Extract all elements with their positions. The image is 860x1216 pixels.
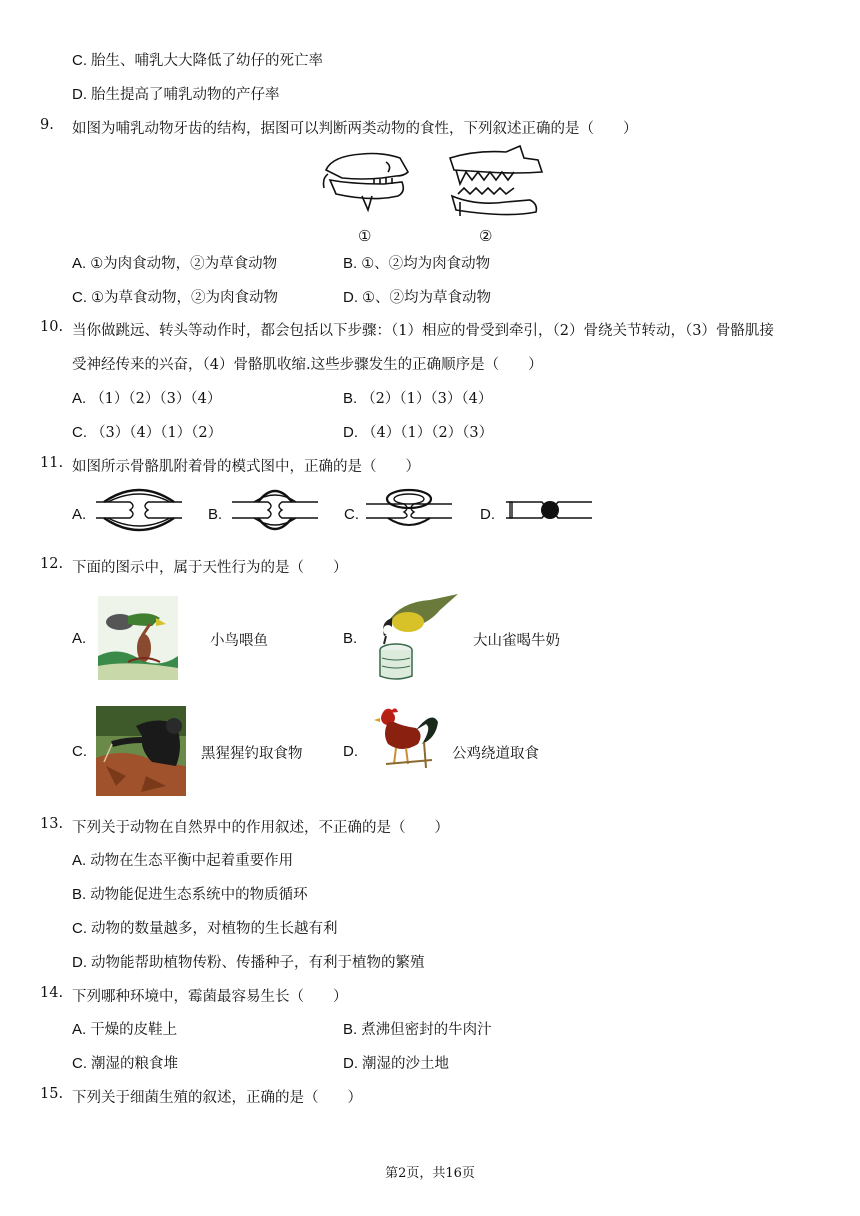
bird-feeding-fish-image	[98, 596, 178, 680]
question-text-line1: 当你做跳远、转头等动作时，都会包括以下步骤：（1）相应的骨受到牵引，（2）骨绕关节转动，（3）骨骼肌接	[72, 323, 774, 339]
question-number: 15.	[40, 1086, 64, 1102]
carnivore-skull-figure	[446, 144, 546, 220]
option-c: C. （3）（4）（1）（2）	[72, 424, 223, 441]
option-d: D. 胎生提高了哺乳动物的产仔率	[72, 86, 280, 103]
figure-label-1: ①	[358, 228, 372, 245]
caption: 公鸡绕道取食	[452, 746, 539, 762]
option-c: C.	[72, 743, 87, 760]
tit-drinking-milk-image	[370, 592, 460, 682]
option-c: C.	[344, 506, 359, 523]
option-a: A. 干燥的皮鞋上	[72, 1021, 178, 1038]
question-text: 下列关于动物在自然界中的作用叙述，不正确的是（ ）	[72, 820, 449, 836]
herbivore-skull-figure	[322, 148, 414, 214]
question-text: 如图所示骨骼肌附着骨的模式图中，正确的是（ ）	[72, 459, 420, 475]
option-a: A. （1）（2）（3）（4）	[72, 390, 222, 407]
option-b: B.	[208, 506, 223, 523]
muscle-bone-diagram-a	[96, 488, 182, 532]
question-text: 下列关于细菌生殖的叙述，正确的是（ ）	[72, 1090, 362, 1106]
page-footer: 第2页，共16页	[385, 1166, 475, 1181]
muscle-bone-diagram-d	[506, 492, 592, 528]
caption: 大山雀喝牛奶	[473, 633, 560, 649]
option-b: B. 动物能促进生态系统中的物质循环	[72, 886, 308, 903]
question-number: 12.	[40, 556, 64, 572]
question-number: 10.	[40, 319, 64, 335]
option-a: A.	[72, 506, 87, 523]
option-b: B. ①、②均为肉食动物	[343, 255, 491, 272]
option-b: B.	[343, 630, 358, 647]
muscle-bone-diagram-b	[232, 488, 318, 532]
rooster-detour-image	[366, 704, 442, 770]
option-c: C. 动物的数量越多，对植物的生长越有利	[72, 920, 338, 937]
option-d: D. （4）（1）（2）（3）	[343, 424, 494, 441]
question-number: 14.	[40, 985, 64, 1001]
option-a: A. ①为肉食动物，②为草食动物	[72, 255, 278, 272]
chimpanzee-fishing-image	[96, 706, 186, 796]
question-text: 如图为哺乳动物牙齿的结构，据图可以判断两类动物的食性，下列叙述正确的是（ ）	[72, 121, 638, 137]
question-number: 9.	[40, 117, 54, 133]
option-d: D. 潮湿的沙土地	[343, 1055, 449, 1072]
option-d: D.	[480, 506, 495, 523]
caption: 黑猩猩钓取食物	[201, 746, 303, 762]
question-text: 下面的图示中，属于天性行为的是（ ）	[72, 560, 348, 576]
option-c: C. 潮湿的粮食堆	[72, 1055, 178, 1072]
option-b: B. （2）（1）（3）（4）	[343, 390, 493, 407]
option-b: B. 煮沸但密封的牛肉汁	[343, 1021, 492, 1038]
question-number: 11.	[40, 455, 64, 471]
option-a: A. 动物在生态平衡中起着重要作用	[72, 852, 294, 869]
option-d: D. ①、②均为草食动物	[343, 289, 491, 306]
option-d: D.	[343, 743, 358, 760]
muscle-bone-diagram-c	[366, 488, 452, 532]
option-a: A.	[72, 630, 87, 647]
question-text-line2: 受神经传来的兴奋，（4）骨骼肌收缩.这些步骤发生的正确顺序是（ ）	[72, 357, 543, 373]
question-text: 下列哪种环境中，霉菌最容易生长（ ）	[72, 989, 348, 1005]
caption: 小鸟喂鱼	[210, 633, 268, 649]
option-c: C. 胎生、哺乳大大降低了幼仔的死亡率	[72, 52, 323, 69]
option-d: D. 动物能帮助植物传粉、传播种子，有利于植物的繁殖	[72, 954, 425, 971]
question-number: 13.	[40, 816, 64, 832]
option-c: C. ①为草食动物，②为肉食动物	[72, 289, 278, 306]
figure-label-2: ②	[479, 228, 493, 245]
